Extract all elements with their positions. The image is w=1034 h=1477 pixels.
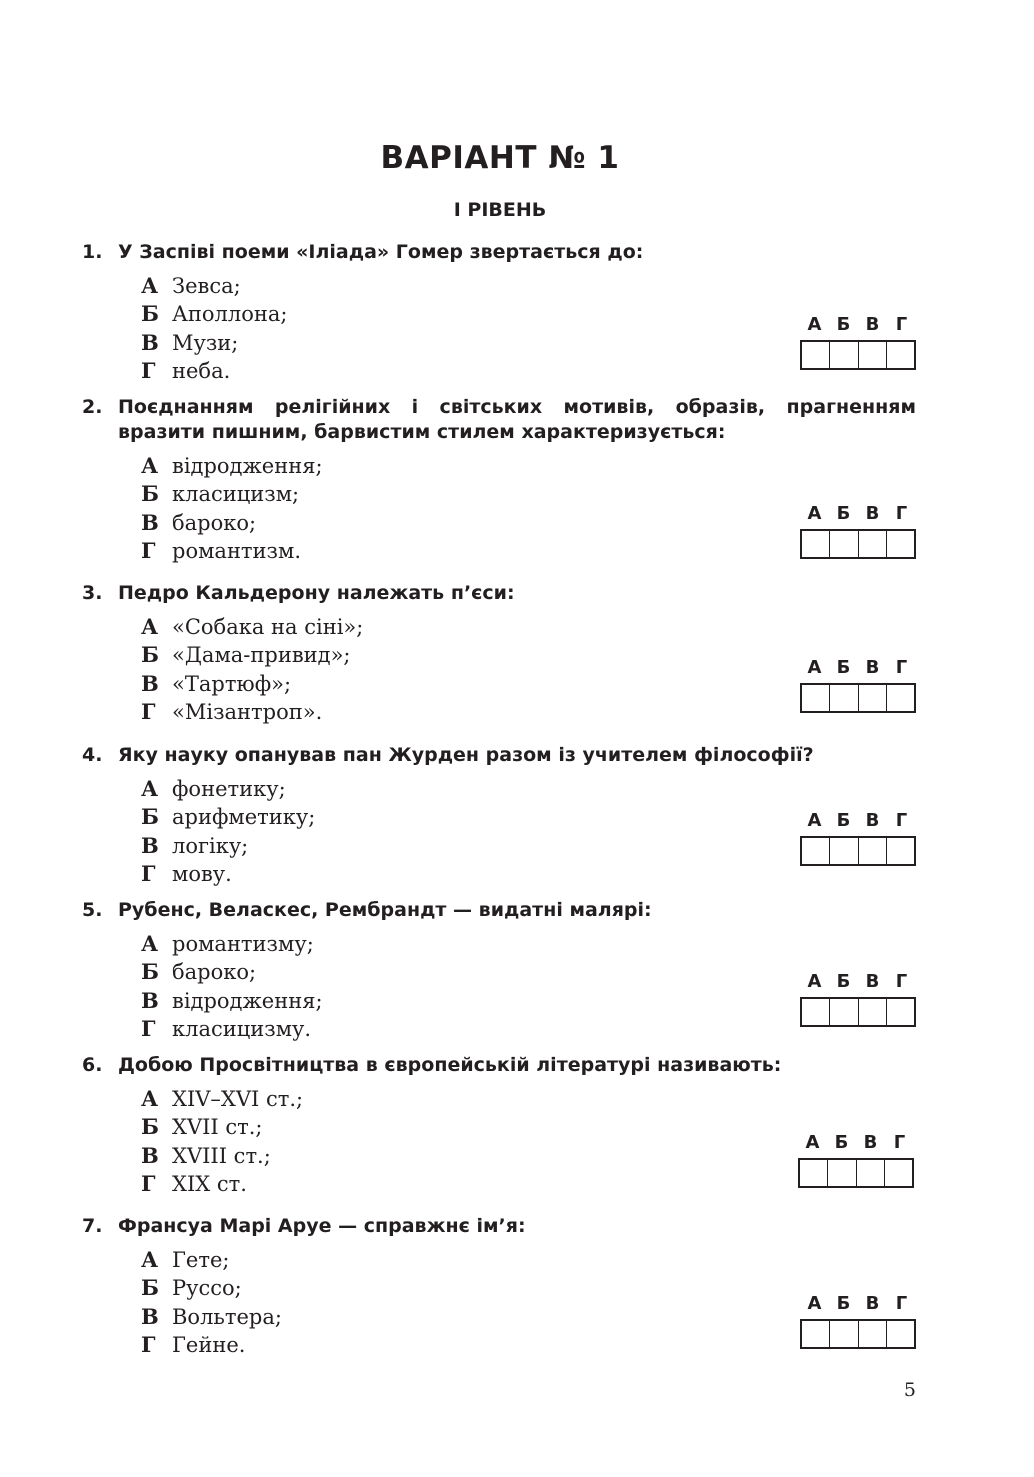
- answer-box-d[interactable]: [887, 685, 914, 711]
- answer-options: [82, 452, 916, 565]
- question-text: Добою Просвітництва в європейській літературі називають:: [118, 1054, 782, 1076]
- option-a: А XIV–XVI ст.;: [141, 1086, 304, 1111]
- option-c: В логіку;: [141, 832, 249, 858]
- question-2: [82, 395, 916, 565]
- answer-box-d[interactable]: [887, 531, 914, 557]
- answer-box-d[interactable]: [887, 838, 914, 864]
- answer-box-b[interactable]: [830, 531, 858, 557]
- answer-options: [82, 272, 916, 385]
- answer-grid-1: А Б В Г: [800, 315, 916, 370]
- question-text: Педро Кальдерону належать п’єси:: [118, 582, 515, 604]
- option-d: Г «Мізантроп».: [141, 698, 323, 724]
- option-c: В бароко;: [141, 509, 257, 535]
- answer-box-b[interactable]: [830, 1321, 858, 1347]
- option-c: В Музи;: [141, 329, 239, 355]
- option-a: А романтизму;: [141, 931, 314, 956]
- answer-box-b[interactable]: [830, 342, 858, 368]
- answer-options: [82, 775, 916, 888]
- answer-box-a[interactable]: [802, 531, 830, 557]
- option-d: Г XIX ст.: [141, 1170, 247, 1196]
- question-text: У Заспіві поеми «Іліада» Гомер звертається до:: [118, 241, 644, 263]
- answer-grid-6: А Б В Г: [798, 1133, 914, 1188]
- answer-options: [82, 930, 916, 1043]
- option-a: А фонетику;: [141, 776, 286, 801]
- question-number: 4.: [82, 744, 103, 766]
- answer-grid-5: А Б В Г: [800, 972, 916, 1027]
- answer-box-a[interactable]: [800, 1160, 828, 1186]
- question-number: 6.: [82, 1054, 103, 1076]
- answer-box-d[interactable]: [887, 342, 914, 368]
- answer-box-c[interactable]: [859, 999, 887, 1025]
- answer-grid-4: А Б В Г: [800, 811, 916, 866]
- answer-grid-7: А Б В Г: [800, 1294, 916, 1349]
- answer-box-c[interactable]: [857, 1160, 885, 1186]
- question-6: [82, 1053, 916, 1198]
- question-text: Поєднанням релігійних і світських мотивів, образів, прагненням вразити пишним, барвистим стилем характеризується:: [118, 396, 916, 443]
- answer-options: [82, 613, 916, 726]
- option-d: Г романтизм.: [141, 537, 302, 563]
- answer-box-c[interactable]: [859, 838, 887, 864]
- option-c: В «Тартюф»;: [141, 670, 292, 696]
- option-b: Б класицизм;: [141, 481, 300, 507]
- level-heading: І РІВЕНЬ: [453, 199, 547, 221]
- option-b: Б Аполлона;: [141, 301, 288, 327]
- option-b: Б бароко;: [141, 959, 257, 985]
- answer-box-c[interactable]: [859, 1321, 887, 1347]
- question-number: 5.: [82, 899, 103, 921]
- option-d: Г класицизму.: [141, 1015, 312, 1041]
- option-b: Б XVII ст.;: [141, 1114, 263, 1140]
- question-4: [82, 743, 916, 888]
- answer-box-a[interactable]: [802, 685, 830, 711]
- option-b: Б арифметику;: [141, 804, 316, 830]
- option-c: В відродження;: [141, 987, 323, 1013]
- question-5: [82, 898, 916, 1043]
- option-a: А Гете;: [141, 1247, 230, 1272]
- question-7: [82, 1214, 916, 1359]
- answer-box-a[interactable]: [802, 342, 830, 368]
- option-d: Г неба.: [141, 357, 231, 383]
- answer-box-b[interactable]: [830, 685, 858, 711]
- answer-box-b[interactable]: [830, 838, 858, 864]
- answer-options: [82, 1246, 916, 1359]
- question-number: 7.: [82, 1215, 103, 1237]
- question-3: [82, 581, 916, 726]
- page-number: 5: [903, 1379, 916, 1401]
- answer-box-a[interactable]: [802, 999, 830, 1025]
- option-b: Б Руссо;: [141, 1275, 242, 1301]
- question-text: Франсуа Марі Аруе — справжнє ім’я:: [118, 1215, 526, 1237]
- option-a: А Зевса;: [141, 273, 241, 298]
- option-b: Б «Дама-привид»;: [141, 642, 351, 668]
- answer-box-c[interactable]: [859, 342, 887, 368]
- answer-box-b[interactable]: [830, 999, 858, 1025]
- option-c: В Вольтера;: [141, 1303, 282, 1329]
- answer-box-b[interactable]: [828, 1160, 856, 1186]
- answer-grid-3: А Б В Г: [800, 658, 916, 713]
- answer-box-d[interactable]: [887, 1321, 914, 1347]
- answer-box-a[interactable]: [802, 1321, 830, 1347]
- page-title: ВАРІАНТ № 1: [380, 140, 620, 176]
- answer-box-d[interactable]: [887, 999, 914, 1025]
- question-number: 3.: [82, 582, 103, 604]
- answer-box-d[interactable]: [885, 1160, 912, 1186]
- option-d: Г мову.: [141, 860, 232, 886]
- question-number: 2.: [82, 396, 103, 418]
- answer-box-a[interactable]: [802, 838, 830, 864]
- option-d: Г Гейне.: [141, 1331, 246, 1357]
- option-a: А відродження;: [141, 453, 323, 478]
- answer-box-c[interactable]: [859, 531, 887, 557]
- answer-options: [82, 1085, 916, 1198]
- answer-grid-2: А Б В Г: [800, 504, 916, 559]
- question-text: Рубенс, Веласкес, Рембрандт — видатні малярі:: [118, 899, 652, 921]
- question-number: 1.: [82, 241, 103, 263]
- question-1: [82, 240, 916, 385]
- question-text: Яку науку опанував пан Журден разом із учителем філософії?: [118, 744, 814, 766]
- option-c: В XVIII ст.;: [141, 1142, 271, 1168]
- answer-box-c[interactable]: [859, 685, 887, 711]
- option-a: А «Собака на сіні»;: [141, 614, 364, 639]
